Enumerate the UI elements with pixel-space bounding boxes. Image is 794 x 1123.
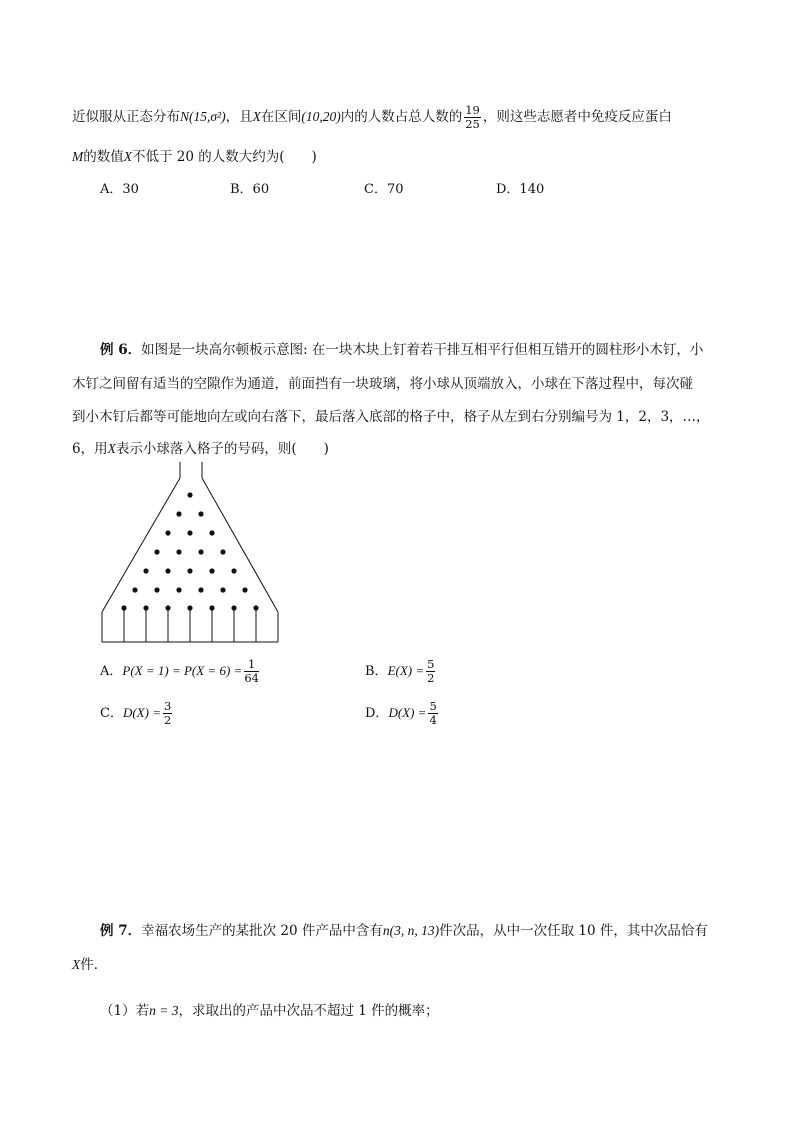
q7-subquestion-1: （1）若n = 3，求取出的产品中次品不超过 1 件的概率；: [100, 1003, 439, 1019]
q5-line2: M的数值X不低于 20 的人数大约为( ): [72, 149, 317, 165]
q6-option-a: A．P(X = 1) = P(X = 6) = $\frac{1}{64}$: [100, 657, 259, 685]
q5-option-b: B．60: [230, 182, 270, 197]
peg: [231, 568, 236, 573]
peg: [176, 549, 181, 554]
peg: [143, 568, 148, 573]
peg: [242, 587, 247, 592]
peg: [187, 492, 192, 497]
q5-line1: 近似服从正态分布N(15,σ²)，且X在区间(10,20)内的人数占总人数的 $\frac{19}{25}$ ，则这些志愿者中免疫反应蛋白: [72, 103, 672, 131]
q7-label: 例 7．: [100, 923, 142, 939]
peg: [165, 530, 170, 535]
peg: [165, 568, 170, 573]
peg: [198, 587, 203, 592]
q6-option-d: D．D(X) = $\frac{5}{4}$: [365, 699, 437, 727]
peg: [154, 549, 159, 554]
fraction-19-25: $\frac{19}{25}$: [465, 103, 480, 131]
peg: [176, 511, 181, 516]
peg: [132, 587, 137, 592]
interval-expr: (10,20): [301, 109, 341, 124]
peg: [187, 530, 192, 535]
q5-option-a: A．30: [100, 182, 139, 197]
q6-label: 例 6．: [100, 342, 142, 358]
galton-board-figure: [100, 460, 282, 646]
peg: [154, 587, 159, 592]
peg: [220, 587, 225, 592]
q6-line3: 到小木钉后都等可能地向左或向右落下，最后落入底部的格子中，格子从左到右分别编号为 1，2，3，…，: [72, 409, 710, 425]
q6-option-b: B．E(X) = $\frac{5}{2}$: [365, 657, 435, 685]
q6-option-c: C．D(X) = $\frac{3}{2}$: [100, 699, 172, 727]
normal-dist-expr: N(15,σ²): [180, 109, 226, 124]
peg: [198, 549, 203, 554]
peg: [209, 568, 214, 573]
peg: [220, 549, 225, 554]
q6-line4: 6，用X表示小球落入格子的号码，则( ): [72, 441, 329, 457]
peg: [209, 530, 214, 535]
q5-option-c: C．70: [364, 182, 404, 197]
q7-line2: X件．: [72, 957, 108, 973]
peg: [187, 568, 192, 573]
q7-line1: 例 7．幸福农场生产的某批次 20 件产品中含有n(3, n, 13)件次品，从中一次任取 10 件，其中次品恰有: [100, 923, 708, 939]
q6-line2: 木钉之间留有适当的空隙作为通道，前面挡有一块玻璃，将小球从顶端放入，小球在下落过程中，每次碰: [72, 376, 693, 392]
peg: [176, 587, 181, 592]
q5-option-d: D．140: [496, 182, 545, 197]
peg: [198, 511, 203, 516]
q6-line1: 例 6．如图是一块高尔顿板示意图: 在一块木块上钉着若干排互相平行但相互错开的圆柱形小木钉，小: [100, 342, 704, 358]
